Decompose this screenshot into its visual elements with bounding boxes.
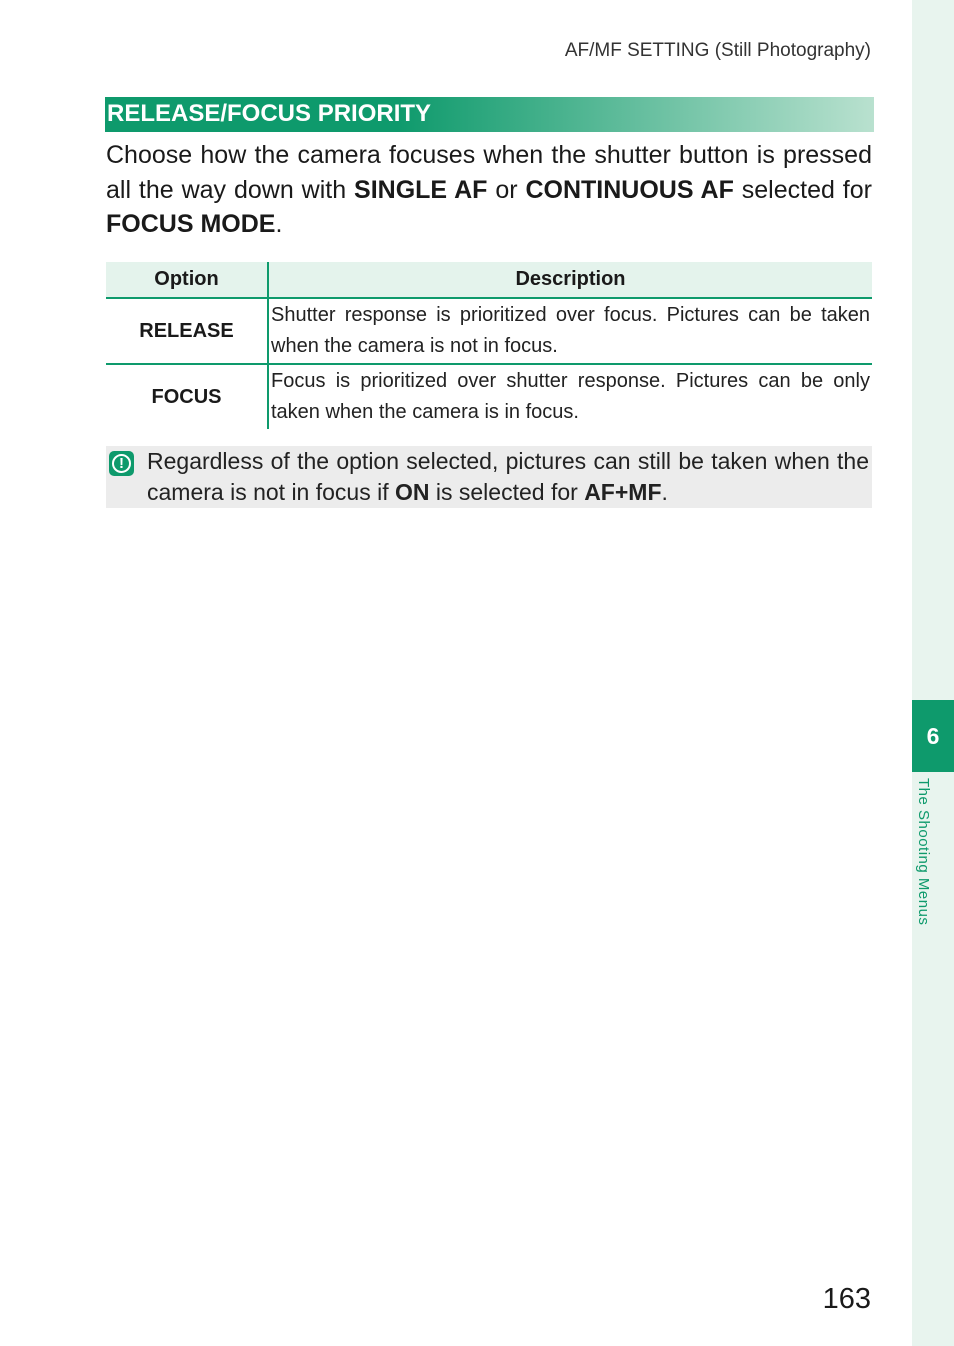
- intro-term-focus-mode: FOCUS MODE: [106, 210, 276, 238]
- intro-text: Choose how the camera focuses when the shutter button is pressed all the way down with: [106, 141, 872, 204]
- note-term-on: ON: [395, 478, 430, 505]
- intro-text: selected for: [733, 175, 872, 204]
- option-focus: FOCUS: [151, 385, 222, 408]
- page-number: 163: [822, 1283, 871, 1315]
- note-text-part: .: [661, 478, 668, 505]
- description-release: Shutter response is prioritized over focus. Pictures can be taken when the camera is not in focus.: [268, 298, 872, 364]
- description-focus: Focus is prioritized over shutter response. Pictures can be only taken when the camera is in focus.: [268, 364, 872, 429]
- intro-text: .: [275, 210, 283, 238]
- chapter-tab: [912, 700, 954, 772]
- note-text-part: Regardless of the option selected, pictures can still be taken when the camera is not in focus if: [147, 448, 869, 505]
- chapter-title: The Shooting Menus: [915, 778, 932, 926]
- header-description: Description: [268, 262, 872, 298]
- options-table: [106, 262, 872, 429]
- side-band: [912, 0, 954, 1346]
- table-row: [106, 364, 872, 429]
- option-release: RELEASE: [106, 298, 268, 364]
- table-row: [106, 298, 872, 364]
- caution-icon: !: [109, 451, 134, 476]
- section-header: [105, 97, 874, 132]
- intro-paragraph: [106, 138, 872, 242]
- note-term-af-mf: AF+MF: [584, 478, 662, 505]
- note-text: [147, 446, 869, 507]
- header-option: Option: [106, 262, 268, 298]
- intro-term-continuous-af: CONTINUOUS AF: [525, 175, 734, 204]
- table-header-row: [106, 262, 872, 298]
- intro-term-single-af: SINGLE AF: [354, 175, 488, 204]
- intro-text: or: [487, 175, 526, 204]
- section-title: RELEASE/FOCUS PRIORITY: [107, 100, 432, 127]
- note-text-part: is selected for: [429, 478, 585, 505]
- running-head: AF/MF SETTING (Still Photography): [564, 40, 871, 61]
- chapter-number: 6: [926, 722, 940, 749]
- caution-note: [106, 446, 872, 508]
